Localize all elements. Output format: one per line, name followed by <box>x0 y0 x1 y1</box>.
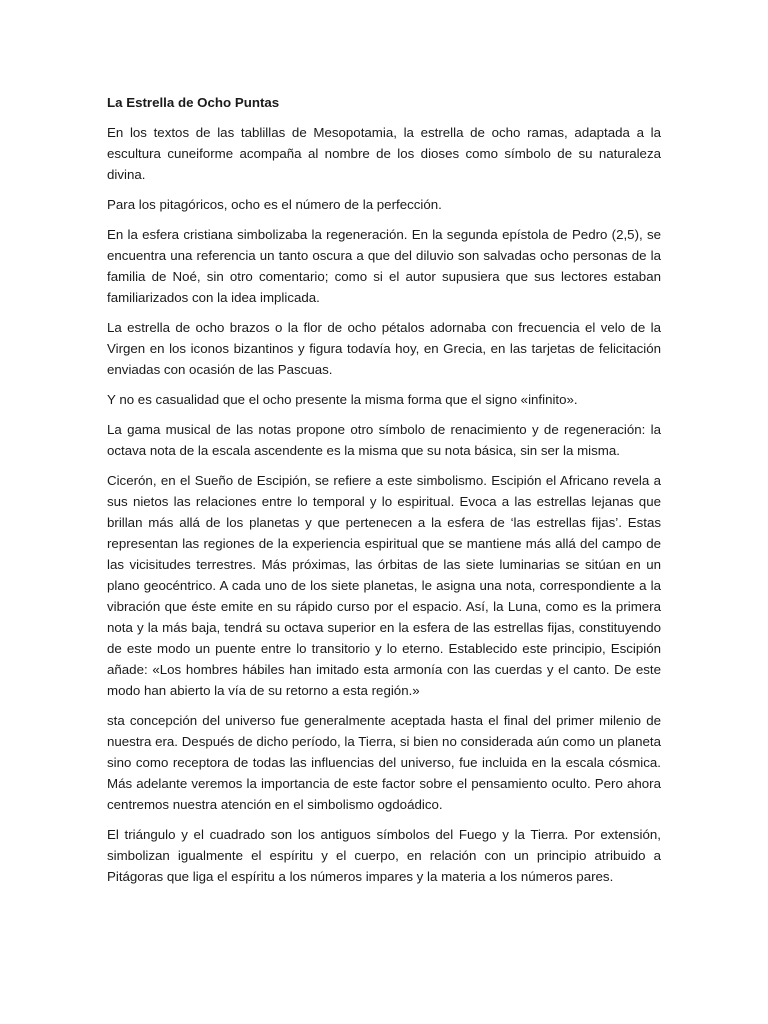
paragraph-signo-infinito: Y no es casualidad que el ocho presente la misma forma que el signo «infinito». <box>107 392 578 407</box>
paragraph-estrella-ocho-brazos: La estrella de ocho brazos o la flor de ocho pétalos adornaba con frecuencia el velo de la Virgen en los iconos bizantinos y figura todavía hoy, en Grecia, en las tarjetas de felicitación enviadas con ocasión de las Pascuas. <box>107 320 661 377</box>
paragraph-gama-musical: La gama musical de las notas propone otro símbolo de renacimiento y de regeneración: la octava nota de la escala ascendente es la misma que su nota básica, sin ser la misma. <box>107 422 661 458</box>
paragraph-pitagoricos: Para los pitagóricos, ocho es el número de la perfección. <box>107 197 442 212</box>
paragraph-mesopotamia: En los textos de las tablillas de Mesopotamia, la estrella de ocho ramas, adaptada a la escultura cuneiforme acompaña al nombre de los dioses como símbolo de su naturaleza divina. <box>107 125 661 182</box>
paragraph-concepcion-universo: sta concepción del universo fue generalmente aceptada hasta el final del primer milenio de nuestra era. Después de dicho período, la Tierra, si bien no considerada aún como un planeta sino como receptora de todas las influencias del universo, fue incluida en la escala cósmica. Más adelante veremos la importancia de este factor sobre el pensamiento oculto. Pero ahora centremos nuestra atención en el simbolismo ogdoádico. <box>107 713 661 812</box>
paragraph-triangulo-cuadrado: El triángulo y el cuadrado son los antiguos símbolos del Fuego y la Tierra. Por extensión, simbolizan igualmente el espíritu y el cuerpo, en relación con un principio atribuido a Pitágoras que liga el espíritu a los números impares y la materia a los números pares. <box>107 827 661 884</box>
document-title: La Estrella de Ocho Puntas <box>107 95 280 110</box>
paragraph-esfera-cristiana: En la esfera cristiana simbolizaba la regeneración. En la segunda epístola de Pedro (2,5), se encuentra una referencia un tanto oscura a que del diluvio son salvadas ocho personas de la familia de Noé, sin otro comentario; como si el autor supusiera que sus lectores estaban familiarizados con la idea implicada. <box>107 227 661 305</box>
paragraph-ciceron: Cicerón, en el Sueño de Escipión, se refiere a este simbolismo. Escipión el Africano revela a sus nietos las relaciones entre lo temporal y lo espiritual. Evoca a las estrellas lejanas que brillan más allá de los planetas y que pertenecen a la esfera de ‘las estrellas fijas’. Estas representan las regiones de la experiencia espiritual que se mantiene más allá del campo de las vicisitudes terrestres. Más próximas, las órbitas de las siete luminarias se sitúan en un plano geocéntrico. A cada uno de los siete planetas, le asigna una nota, correspondiente a la vibración que éste emite en su rápido curso por el espacio. Así, la Luna, como es la primera nota y la más baja, tendrá su octava superior en la esfera de las estrellas fijas, constituyendo de este modo un puente entre lo transitorio y lo eterno. Establecido este principio, Escipión añade: «Los hombres hábiles han imitado esta armonía con las cuerdas y el canto. De este modo han abierto la vía de su retorno a esta región.» <box>107 473 661 698</box>
